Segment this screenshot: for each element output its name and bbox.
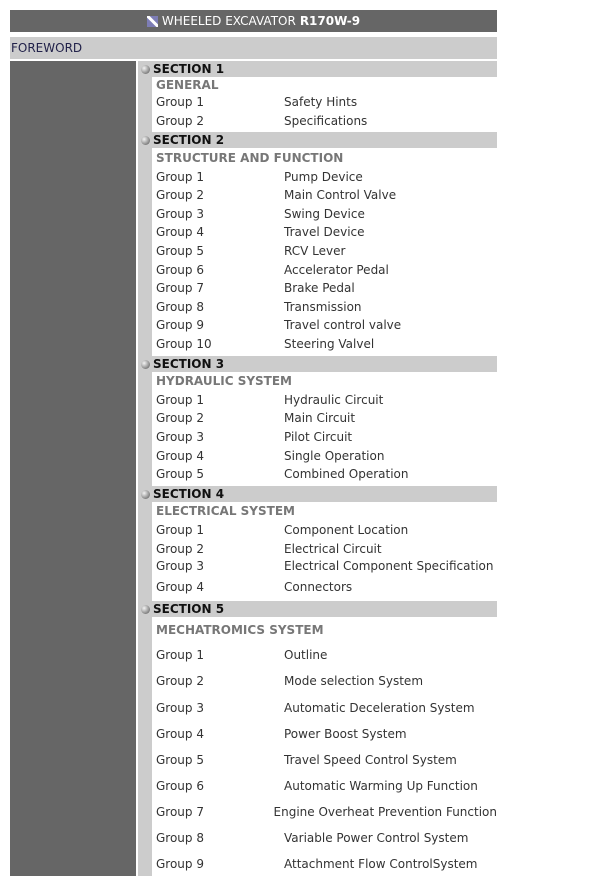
group-number: Group 3 [156,559,204,573]
group-number: Group 7 [156,281,204,295]
group-title: Main Circuit [284,411,356,425]
toc-row[interactable] [156,829,497,847]
section-subtitle: MECHATROMICS SYSTEM [156,623,324,637]
group-title: Steering Valvel [284,337,375,351]
group-title: RCV Lever [284,244,346,258]
title-model: R170W-9 [299,14,361,28]
group-number: Group 1 [156,95,204,109]
group-number: Group 4 [156,727,204,741]
toc-row[interactable] [156,521,497,539]
group-title: Hydraulic Circuit [284,393,384,407]
toc-row[interactable] [156,391,497,409]
foreword-label: FOREWORD [11,41,83,55]
group-number: Group 5 [156,467,204,481]
section-subtitle: HYDRAULIC SYSTEM [156,374,292,388]
group-title: Variable Power Control System [284,831,469,845]
bullet-icon [141,490,150,499]
group-title: Connectors [284,580,353,594]
section-header[interactable] [138,356,497,372]
group-title: Automatic Warming Up Function [284,779,478,793]
logo-icon [147,16,158,27]
group-title: Component Location [284,523,409,537]
toc-row[interactable] [156,725,497,743]
toc-row[interactable] [156,261,497,279]
group-number: Group 4 [156,580,204,594]
group-number: Group 8 [156,300,204,314]
title-brand: WHEELED EXCAVATOR [161,14,296,28]
section-indent-bar [138,617,152,876]
toc-row[interactable] [156,646,497,664]
group-title: Pilot Circuit [284,430,353,444]
section-label: SECTION 4 [153,487,225,501]
bullet-icon [141,65,150,74]
section-label: SECTION 3 [153,357,225,371]
section-header[interactable] [138,132,497,148]
bullet-icon [141,136,150,145]
toc-row[interactable] [156,112,497,130]
toc-row[interactable] [156,409,497,427]
group-number: Group 2 [156,674,204,688]
group-title: Electrical Component Specification [284,559,494,573]
section-label: SECTION 1 [153,62,225,76]
group-number: Group 2 [156,188,204,202]
group-title: Travel Device [284,225,365,239]
toc-row[interactable] [156,777,497,795]
group-title: Power Boost System [284,727,407,741]
group-title: Attachment Flow ControlSystem [284,857,478,871]
left-sidebar [10,61,136,876]
title-bar [10,10,497,32]
toc-row[interactable] [156,298,497,316]
toc-row[interactable] [156,540,497,558]
toc-row[interactable] [156,465,497,483]
group-title: Engine Overheat Prevention Function [273,805,497,819]
group-title: Travel control valve [284,318,402,332]
group-number: Group 4 [156,225,204,239]
toc-row[interactable] [156,428,497,446]
group-number: Group 8 [156,831,204,845]
group-number: Group 1 [156,523,204,537]
group-number: Group 10 [156,337,212,351]
toc-row[interactable] [156,672,497,690]
toc-row[interactable] [156,751,497,769]
toc-row[interactable] [156,699,497,717]
group-number: Group 1 [156,648,204,662]
toc-row[interactable] [156,335,497,353]
group-title: Transmission [284,300,362,314]
section-indent-bar [138,77,152,132]
group-number: Group 9 [156,857,204,871]
toc-row[interactable] [156,557,497,575]
section-indent-bar [138,148,152,356]
group-title: Automatic Deceleration System [284,701,475,715]
group-number: Group 2 [156,542,204,556]
toc-row[interactable] [156,242,497,260]
bullet-icon [141,360,150,369]
section-label: SECTION 5 [153,602,225,616]
section-header[interactable] [138,601,497,617]
group-title: Combined Operation [284,467,409,481]
toc-row[interactable] [156,447,497,465]
group-number: Group 2 [156,411,204,425]
section-indent-bar [138,502,152,601]
group-number: Group 3 [156,430,204,444]
group-number: Group 6 [156,779,204,793]
section-header[interactable] [138,61,497,77]
section-subtitle: STRUCTURE AND FUNCTION [156,151,344,165]
section-header[interactable] [138,486,497,502]
group-title: Mode selection System [284,674,424,688]
group-title: Main Control Valve [284,188,397,202]
group-number: Group 7 [156,805,204,819]
toc-row[interactable] [156,223,497,241]
group-number: Group 3 [156,701,204,715]
section-subtitle: GENERAL [156,78,219,92]
toc-row[interactable] [156,803,497,821]
group-number: Group 3 [156,207,204,221]
group-title: Electrical Circuit [284,542,382,556]
section-subtitle: ELECTRICAL SYSTEM [156,504,295,518]
group-title: Outline [284,648,328,662]
group-number: Group 9 [156,318,204,332]
toc-row[interactable] [156,93,497,111]
group-title: Brake Pedal [284,281,355,295]
toc-row[interactable] [156,279,497,297]
group-number: Group 6 [156,263,204,277]
group-number: Group 1 [156,393,204,407]
group-number: Group 5 [156,753,204,767]
group-title: Safety Hints [284,95,358,109]
section-indent-bar [138,372,152,486]
group-title: Specifications [284,114,368,128]
toc-row[interactable] [156,168,497,186]
group-title: Swing Device [284,207,365,221]
toc-row[interactable] [156,186,497,204]
group-number: Group 1 [156,170,204,184]
group-title: Travel Speed Control System [284,753,457,767]
group-title: Single Operation [284,449,385,463]
group-number: Group 5 [156,244,204,258]
group-title: Pump Device [284,170,363,184]
toc-row[interactable] [156,855,497,873]
group-title: Accelerator Pedal [284,263,389,277]
toc-row[interactable] [156,316,497,334]
toc-row[interactable] [156,205,497,223]
toc-row[interactable] [156,578,497,596]
group-number: Group 4 [156,449,204,463]
bullet-icon [141,605,150,614]
foreword-link[interactable] [10,37,497,59]
section-label: SECTION 2 [153,133,225,147]
group-number: Group 2 [156,114,204,128]
